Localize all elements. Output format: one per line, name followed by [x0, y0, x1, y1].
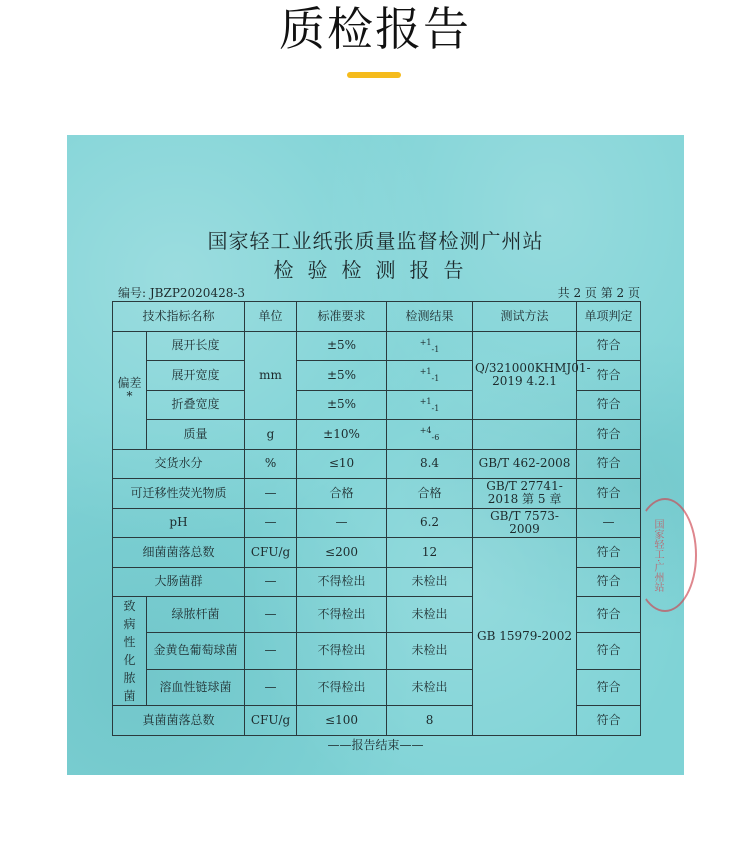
result-lower: -6 [431, 433, 440, 443]
item-judgement: 符合 [577, 538, 641, 568]
item-method: GB/T 7573-2009 [473, 508, 577, 538]
item-result: 未检出 [387, 633, 473, 669]
item-judgement: — [577, 508, 641, 538]
item-result [387, 420, 473, 450]
item-requirement: 不得检出 [297, 567, 387, 597]
report-table [112, 301, 641, 736]
page-title: 质检报告 [279, 2, 471, 56]
item-name: 交货水分 [113, 449, 245, 479]
item-unit: — [245, 508, 297, 538]
item-judgement: 符合 [577, 633, 641, 669]
item-result: 6.2 [387, 508, 473, 538]
group-label: 偏差* [113, 331, 147, 449]
item-judgement: 符合 [577, 479, 641, 509]
result-upper: +1 [419, 337, 432, 347]
item-result: 12 [387, 538, 473, 568]
item-method: GB/T 27741-2018 第 5 章 [473, 479, 577, 509]
item-result [387, 361, 473, 391]
item-method-empty [473, 420, 577, 450]
item-unit: — [245, 479, 297, 509]
item-name: 展开长度 [147, 331, 245, 361]
item-requirement: ±5% [297, 361, 387, 391]
item-judgement: 符合 [577, 706, 641, 736]
item-judgement: 符合 [577, 331, 641, 361]
col-header: 检测结果 [387, 302, 473, 332]
item-judgement: 符合 [577, 390, 641, 420]
result-lower: -1 [431, 374, 440, 384]
item-method: Q/321000KHMJ01-2019 4.2.1 [473, 331, 577, 420]
item-requirement: ≤10 [297, 449, 387, 479]
item-unit: — [245, 597, 297, 633]
table-row [113, 538, 641, 568]
col-header: 标准要求 [297, 302, 387, 332]
item-unit: — [245, 567, 297, 597]
item-requirement: 不得检出 [297, 633, 387, 669]
item-judgement: 符合 [577, 420, 641, 450]
item-name: 金黄色葡萄球菌 [147, 633, 245, 669]
report-number: 编号: JBZP2020428-3 [118, 286, 246, 300]
item-requirement: ±10% [297, 420, 387, 450]
report-end: ——报告结束—— [327, 738, 424, 752]
item-name: 溶血性链球菌 [147, 669, 245, 705]
item-judgement: 符合 [577, 567, 641, 597]
item-requirement: ±5% [297, 390, 387, 420]
item-unit: CFU/g [245, 706, 297, 736]
item-name: 绿脓杆菌 [147, 597, 245, 633]
item-requirement: ≤100 [297, 706, 387, 736]
item-unit: — [245, 633, 297, 669]
item-name: 质量 [147, 420, 245, 450]
item-requirement: 不得检出 [297, 597, 387, 633]
result-lower: -1 [431, 344, 440, 354]
item-name: pH [113, 508, 245, 538]
col-header: 单位 [245, 302, 297, 332]
item-name: 细菌菌落总数 [113, 538, 245, 568]
org-name: 国家轻工业纸张质量监督检测广州站 [207, 229, 544, 253]
item-judgement: 符合 [577, 361, 641, 391]
item-method: GB/T 462-2008 [473, 449, 577, 479]
item-result: 未检出 [387, 597, 473, 633]
table-header-row [113, 302, 641, 332]
report-photo [67, 135, 684, 775]
item-unit: % [245, 449, 297, 479]
item-result: 8.4 [387, 449, 473, 479]
item-requirement: — [297, 508, 387, 538]
result-upper: +4 [419, 426, 432, 436]
item-result: 合格 [387, 479, 473, 509]
item-name: 折叠宽度 [147, 390, 245, 420]
item-requirement: 合格 [297, 479, 387, 509]
item-judgement: 符合 [577, 449, 641, 479]
item-unit: — [245, 669, 297, 705]
item-unit: mm [245, 331, 297, 420]
result-upper: +1 [419, 367, 432, 377]
group-label: 致病性化脓菌 [113, 597, 147, 706]
item-unit: CFU/g [245, 538, 297, 568]
result-upper: +1 [419, 396, 432, 406]
item-judgement: 符合 [577, 597, 641, 633]
item-result: 未检出 [387, 567, 473, 597]
table-row [113, 331, 641, 361]
item-name: 大肠菌群 [113, 567, 245, 597]
col-header: 技术指标名称 [113, 302, 245, 332]
table-row [113, 508, 641, 538]
title-underline [347, 72, 401, 78]
item-requirement: 不得检出 [297, 669, 387, 705]
result-lower: -1 [431, 403, 440, 413]
item-result: 未检出 [387, 669, 473, 705]
table-row [113, 449, 641, 479]
item-requirement: ±5% [297, 331, 387, 361]
item-result [387, 331, 473, 361]
table-row [113, 479, 641, 509]
col-header: 单项判定 [577, 302, 641, 332]
page-info: 共 2 页 第 2 页 [557, 286, 640, 300]
report-title: 检验检测报告 [273, 258, 478, 282]
col-header: 测试方法 [473, 302, 577, 332]
item-name: 可迁移性荧光物质 [113, 479, 245, 509]
table-row [113, 420, 641, 450]
item-result: 8 [387, 706, 473, 736]
item-name: 展开宽度 [147, 361, 245, 391]
item-method: GB 15979-2002 [473, 538, 577, 736]
item-unit: g [245, 420, 297, 450]
item-name: 真菌菌落总数 [113, 706, 245, 736]
item-judgement: 符合 [577, 669, 641, 705]
item-requirement: ≤200 [297, 538, 387, 568]
item-result [387, 390, 473, 420]
stamp-text: 国家轻工·广州站 [652, 519, 663, 593]
